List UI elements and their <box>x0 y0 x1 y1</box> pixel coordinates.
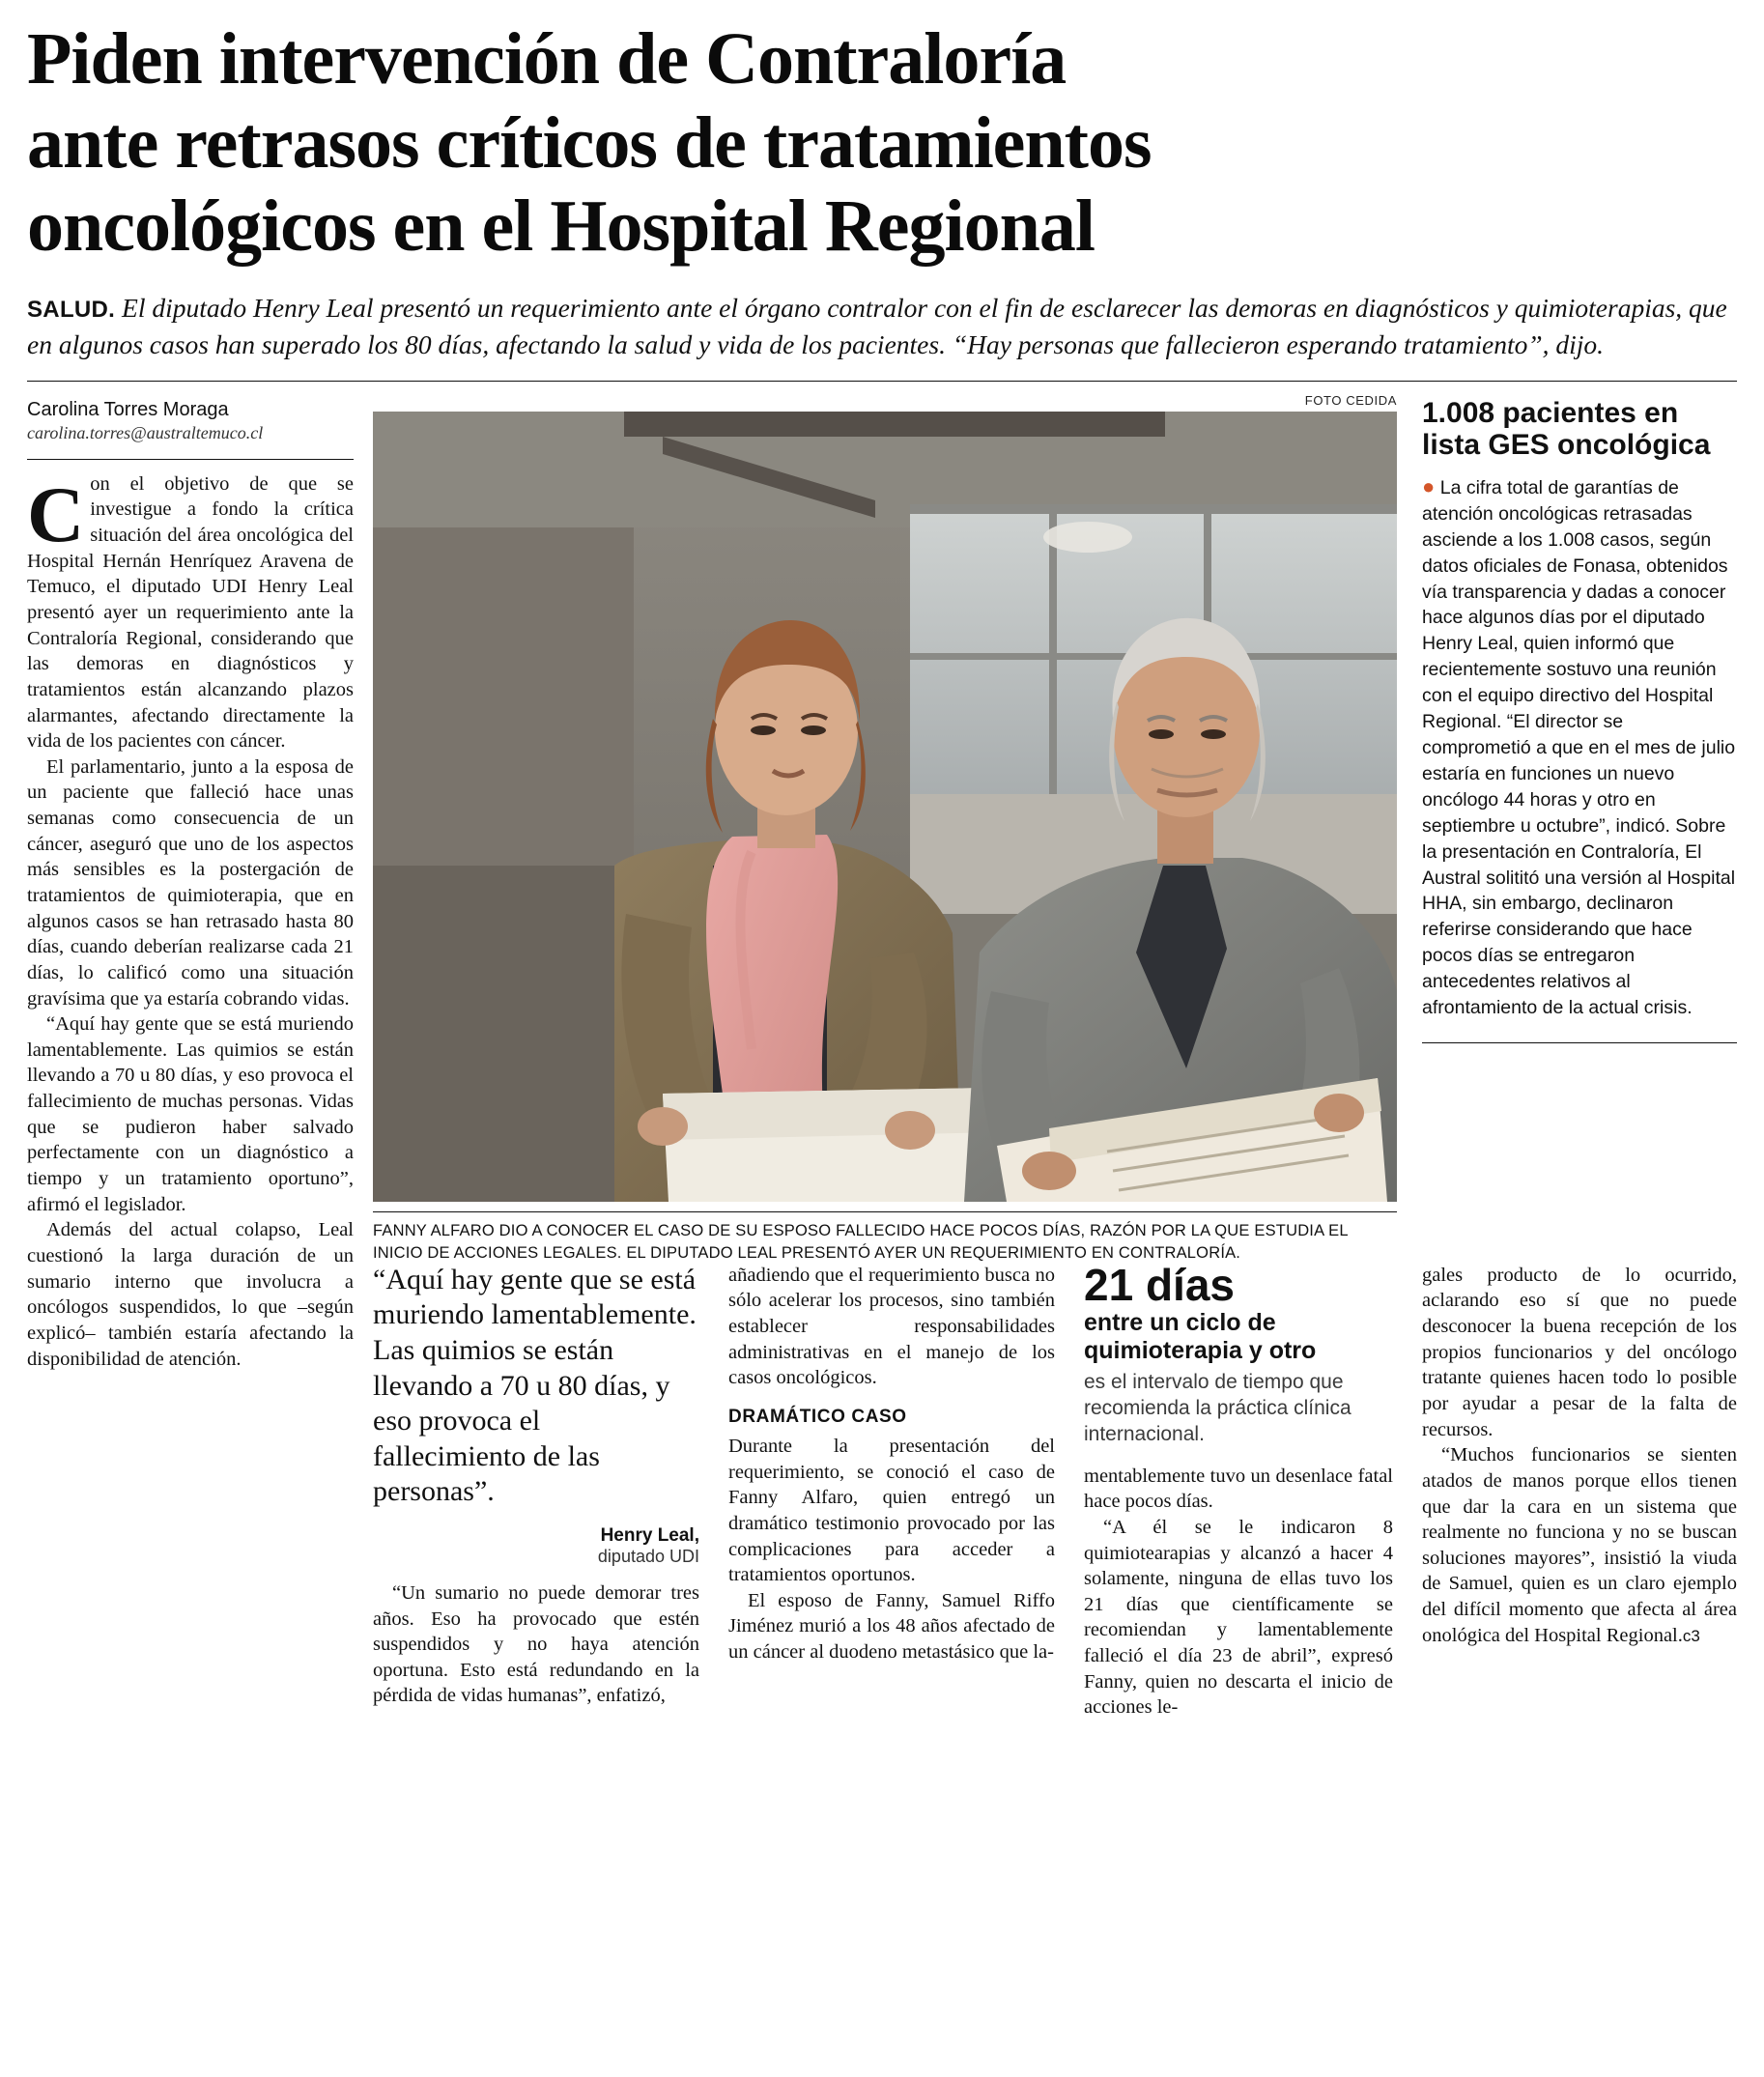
byline-email[interactable]: carolina.torres@australtemuco.cl <box>27 422 264 442</box>
sidebar-ges <box>1422 393 1737 1059</box>
column-pullquote <box>373 1263 699 1709</box>
pull-quote-role: diputado UDI <box>597 1546 699 1566</box>
column3-body <box>1084 1464 1393 1721</box>
sidebar-body-text: La cifra total de garantías de atención oncológicas retrasadas asciende a los 1.008 casos, según datos oficiales de Fonasa, obtenidos vía transparencia y dadas a conocer hace algunos días por el diputado Henry Leal, quien informó que recientemente sostuvo una reunión con el equipo directivo del Hospital Regional. “El director se comprometió a que en el mes de julio estaría en funciones un nuevo oncólogo 44 horas y otro en septiembre u octubre”, indicó. Sobre la presentación en Contraloría, El Austral solititó una versión al Hospital HHA, sin embargo, declinaron referirse considerando que hace pocos días se entregaron antecedentes relativos al afrontamiento de la actual crisis. <box>1422 476 1736 1019</box>
end-mark: c3 <box>1682 1626 1700 1645</box>
pull-quote: “Aquí hay gente que se está muriendo lamentablemente. Las quimios se están llevando a 70 u 80 días, y eso provoca el fallecimiento de las personas”. <box>373 1263 697 1508</box>
paragraph-2: El parlamentario, junto a la esposa de un paciente que falleció hace unas semanas como consecuencia de un cáncer, aseguró que uno de los aspectos más sensibles es la postergación de tratamientos de quimioterapia, que en algunos casos se han retrasado hasta 80 días, cuando deberían realizarse cada 21 días, lo calificó como una situación gravísima que ya estaría cobrando vidas. <box>27 755 354 1010</box>
column2-paragraph-1: añadiendo que el requerimiento busca no sólo acelerar los procesos, sino también establecer responsabilidades administrativas en el manejo de los casos oncológicos. <box>728 1264 1055 1389</box>
section-kicker: SALUD. <box>27 296 116 323</box>
photo-caption: FANNY ALFARO DIO A CONOCER EL CASO DE SU ESPOSO FALLECIDO HACE POCOS DÍAS, RAZÓN POR LA QUE ESTUDIA EL INICIO DE ACCIONES LEGALES. EL DIPUTADO LEAL PRESENTÓ AYER UN REQUERIMIENTO EN CONTRALORÍA. <box>373 1211 1397 1265</box>
subhead-dramatico-caso: DRAMÁTICO CASO <box>728 1406 907 1427</box>
column2-paragraph-2: Durante la presentación del requerimiento, se conoció el caso de Fanny Alfaro, quien entregó un dramático testimonio provocado por las complicaciones para acceder a tratamientos oportunos. <box>728 1435 1055 1586</box>
column4-paragraph-1: gales producto de lo ocurrido, aclarando eso sí que no puede desconocer la buena recepción de los propios funcionarios y del oncólogo tratante quienes hacen todo lo posible por ayudar a pesar de la falta de recursos. <box>1422 1264 1737 1440</box>
column4-body <box>1422 1263 1737 1649</box>
article-lead <box>27 290 1727 363</box>
page-title <box>27 17 1737 269</box>
column3-paragraph-1: mentablemente tuvo un desenlace fatal hace pocos días. <box>1084 1465 1393 1513</box>
column-left <box>27 393 354 1372</box>
paragraph-1 <box>27 471 354 754</box>
stat-subtitle: entre un ciclo de quimioterapia y otro <box>1084 1308 1317 1364</box>
column2-body-2 <box>728 1434 1055 1665</box>
stat-description: es el intervalo de tiempo que recomienda la práctica clínica internacional. <box>1084 1370 1351 1446</box>
lead-text: El diputado Henry Leal presentó un requerimiento ante el órgano contralor con el fin de esclarecer las demoras en diagnósticos y quimioterapias, que en algunos casos han superado los 80 días, afectando la salud y vida de los pacientes. “Hay personas que fallecieron esperando tratamiento”, dijo. <box>27 292 1727 359</box>
column2-body <box>728 1263 1055 1391</box>
column1-paragraph: “Un sumario no puede demorar tres años. Eso ha provocado que estén suspendidos y no haya atención oportuna. Esto está redundando en la pérdida de vidas humanas”, enfatizó, <box>373 1581 699 1707</box>
paragraph-4: Además del actual colapso, Leal cuestionó la larga duración de un sumario interno que involucra a oncólogos suspendidos, lo que –según explicó– también estaría afectando la disponibilidad de atención. <box>27 1219 354 1370</box>
bullet-icon: ● <box>1422 473 1436 498</box>
article-photo-block <box>373 393 1397 1265</box>
column3-paragraph-2: “A él se le indicaron 8 quimiotearapias y alcanzó a hacer 4 solamente, ninguna de ellas tuvo los 21 días que científicamente se recomiendan y lamentablemente falleció el día 23 de abril”, expresó Fanny, quien no descarta el inicio de acciones le- <box>1084 1516 1393 1719</box>
paragraph-1-text: on el objetivo de que se investigue a fondo la crítica situación del área oncológica del Hospital Hernán Henríquez Aravena de Temuco, el diputado UDI Henry Leal presentó ayer un requerimiento ante la Contraloría Regional, considerando que las demoras en diagnósticos y tratamientos están alcanzando plazos alarmantes, afectando directamente la vida de los pacientes con cáncer. <box>27 472 354 753</box>
article-photo <box>373 412 1397 1202</box>
headline-line-3: oncológicos en el Hospital Regional <box>27 185 1095 268</box>
column-two <box>728 1263 1055 1665</box>
photo-credit: FOTO CEDIDA <box>1304 392 1397 408</box>
divider-top <box>27 381 1737 382</box>
column2-paragraph-3: El esposo de Fanny, Samuel Riffo Jiménez murió a los 48 años afectado de un cáncer al duodeno metastásico que la- <box>728 1589 1055 1664</box>
headline-line-1: Piden intervención de Contraloría <box>27 18 1067 100</box>
column-four <box>1422 1263 1737 1649</box>
divider-sidebar <box>1422 1042 1737 1043</box>
headline-line-2: ante retrasos críticos de tratamientos <box>27 101 1152 184</box>
drop-cap: C <box>27 469 85 558</box>
pull-quote-author: Henry Leal, <box>600 1524 699 1546</box>
column1-body <box>373 1580 699 1709</box>
sidebar-body <box>1422 475 1737 1021</box>
photo-illustration <box>373 412 1397 1202</box>
divider-byline <box>27 459 354 460</box>
column-three <box>1084 1259 1393 1721</box>
body-text-left <box>27 471 354 1372</box>
paragraph-3: “Aquí hay gente que se está muriendo lamentablemente. Las quimios se están llevando a 70 u 80 días, y eso provoca el fallecimiento de muchas personas. Vidas que se pudieron haber salvado perfectamente con un diagnóstico a tiempo y un tratamiento oportuno”, afirmó el legislador. <box>27 1013 354 1215</box>
column4-paragraph-2 <box>1422 1442 1737 1648</box>
sidebar-title: 1.008 pacientes en lista GES oncológica <box>1422 396 1711 462</box>
byline-author: Carolina Torres Moraga <box>27 398 229 420</box>
column4-paragraph-2-text: “Muchos funcionarios se sienten atados de manos porque ellos tienen que dar la cara en un sistema que realmente no funciona y no se buscan soluciones mayores”, insistió la viuda de Samuel, quien es un claro ejemplo del difícil momento que afecta al área onológica del Hospital Regional. <box>1422 1444 1737 1646</box>
stat-number: 21 días <box>1084 1259 1235 1310</box>
